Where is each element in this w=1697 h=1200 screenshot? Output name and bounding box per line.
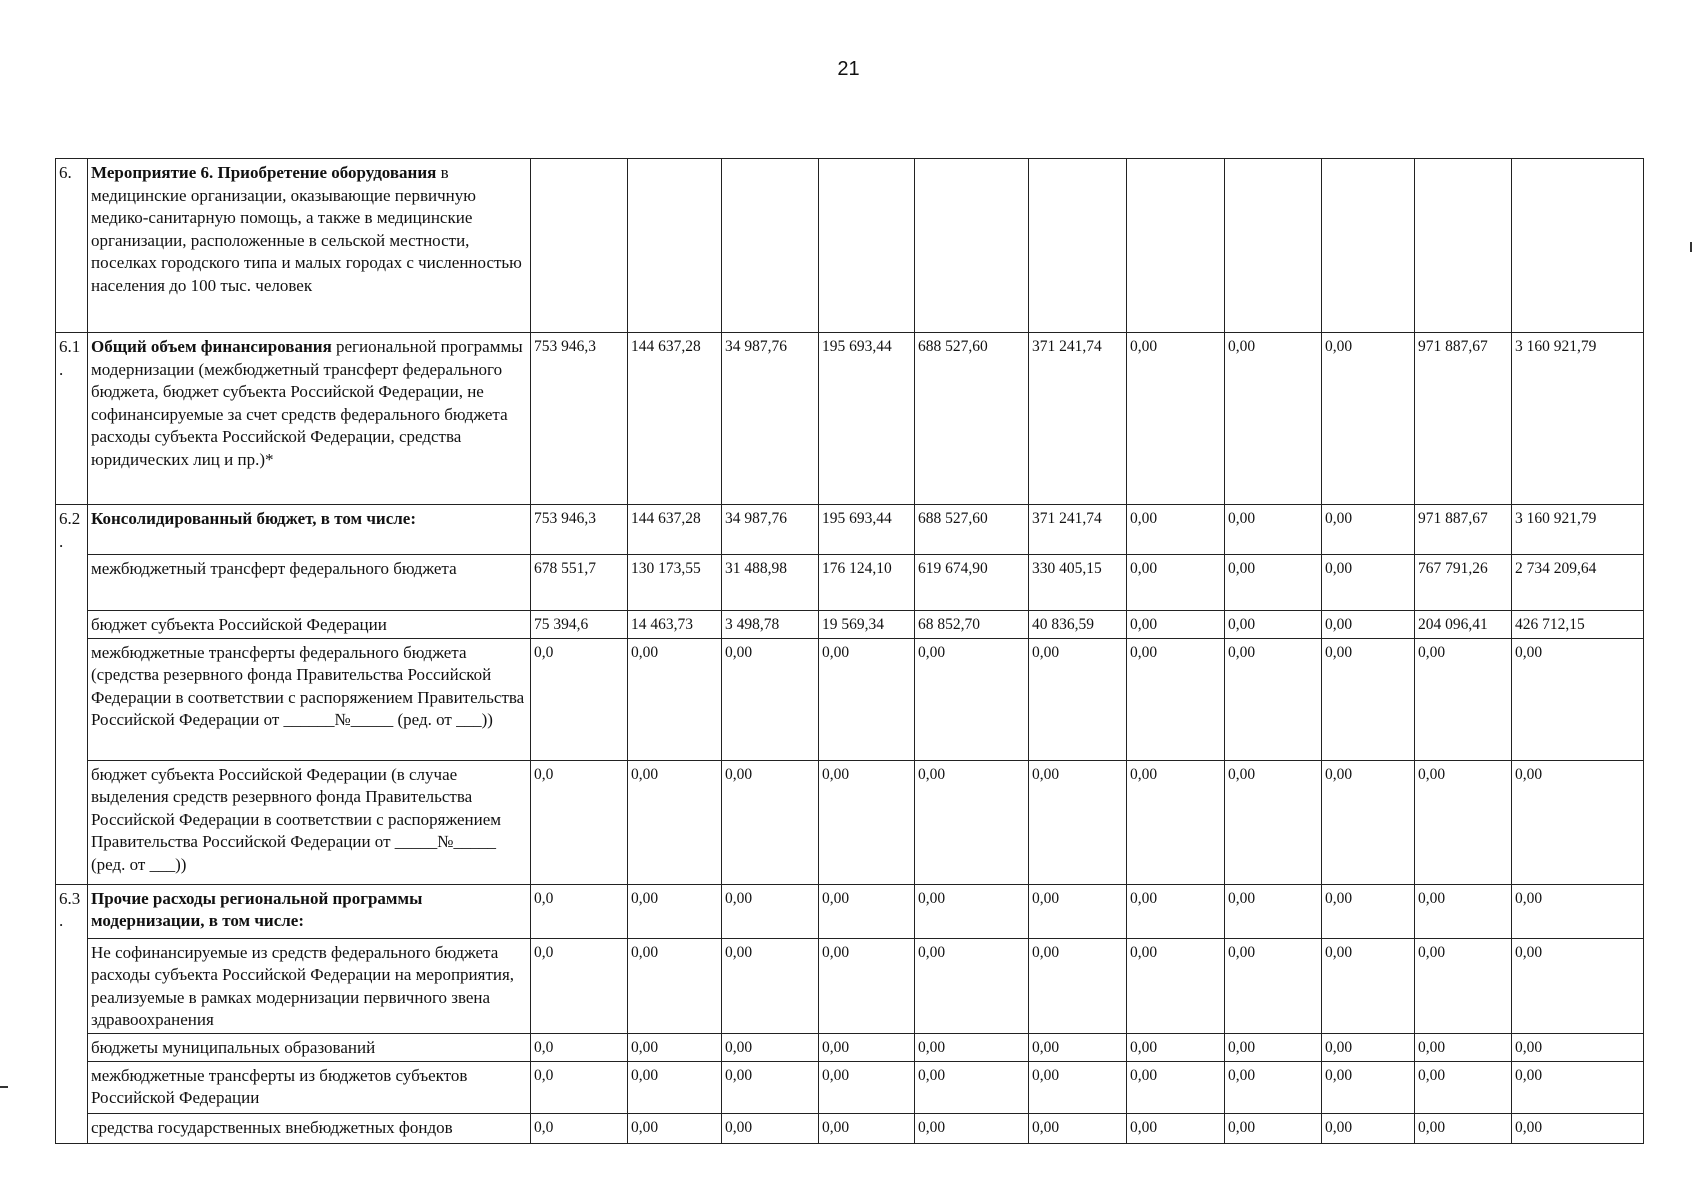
row-description [88,554,531,610]
value-cell: 0,00 [1415,884,1512,938]
value-cell: 753 946,3 [531,333,628,505]
value-cell: 0,00 [1127,505,1225,555]
row-number [56,610,88,638]
row-number: 6. [56,159,88,333]
row-number [56,1033,88,1061]
value-cell [1512,159,1644,333]
value-cell: 0,00 [915,1061,1029,1113]
value-cell: 0,00 [915,1113,1029,1143]
value-cell: 2 734 209,64 [1512,554,1644,610]
value-cell: 0,00 [628,1061,722,1113]
value-cell: 0,00 [722,638,819,760]
value-cell: 31 488,98 [722,554,819,610]
value-cell: 0,00 [1127,1033,1225,1061]
value-cell: 0,00 [722,884,819,938]
value-cell: 0,00 [819,638,915,760]
value-cell: 0,00 [1512,760,1644,884]
value-cell: 0,0 [531,638,628,760]
row-title-text: в медицинские организации, оказывающие первичную медико-санитарную помощь, а также в медицинские организации, расположенные в сельской местности, поселках городского типа и малых городах с численностью населения до 100 тыс. человек [91,163,522,295]
table-row [56,884,1644,938]
row-number [56,638,88,760]
value-cell: 0,0 [531,1061,628,1113]
value-cell: 0,00 [1029,884,1127,938]
value-cell: 753 946,3 [531,505,628,555]
value-cell: 0,00 [1512,1113,1644,1143]
row-number [56,760,88,884]
table-row [56,1113,1644,1143]
value-cell: 971 887,67 [1415,333,1512,505]
value-cell: 0,00 [1322,938,1415,1033]
value-cell: 0,00 [1322,554,1415,610]
row-number [56,554,88,610]
value-cell: 0,00 [1415,1113,1512,1143]
value-cell: 0,00 [1415,938,1512,1033]
value-cell: 0,00 [1029,638,1127,760]
value-cell: 0,00 [915,638,1029,760]
value-cell: 19 569,34 [819,610,915,638]
row-number [56,1113,88,1143]
value-cell: 144 637,28 [628,505,722,555]
row-title-bold: Мероприятие 6. Приобретение оборудования [91,163,437,182]
value-cell: 971 887,67 [1415,505,1512,555]
value-cell: 0,00 [1415,1061,1512,1113]
value-cell: 0,00 [1225,760,1322,884]
value-cell: 767 791,26 [1415,554,1512,610]
value-cell [1322,159,1415,333]
row-number [56,938,88,1033]
value-cell: 0,00 [915,1033,1029,1061]
value-cell: 0,0 [531,938,628,1033]
row-description [88,333,531,505]
value-cell [1225,159,1322,333]
value-cell: 0,00 [915,884,1029,938]
value-cell: 0,00 [1127,333,1225,505]
table-row [56,938,1644,1033]
value-cell: 195 693,44 [819,333,915,505]
value-cell: 0,00 [628,1113,722,1143]
value-cell: 0,00 [722,760,819,884]
row-title-text: межбюджетные трансферты федерального бюджета (средства резервного фонда Правительства Российской Федерации в соответствии с распоряжением Правительства Российской Федерации от ______№_____ (ред. от ___)) [91,642,525,729]
value-cell: 0,00 [1322,333,1415,505]
value-cell: 0,00 [1322,884,1415,938]
row-description [88,638,531,760]
value-cell: 678 551,7 [531,554,628,610]
value-cell: 0,00 [1225,1061,1322,1113]
value-cell: 0,00 [1512,938,1644,1033]
value-cell: 0,00 [1029,1113,1127,1143]
value-cell: 0,00 [1127,938,1225,1033]
table-row [56,159,1644,333]
value-cell: 3 498,78 [722,610,819,638]
value-cell: 0,00 [1322,610,1415,638]
value-cell: 0,00 [1029,1061,1127,1113]
value-cell: 0,00 [1225,1113,1322,1143]
value-cell: 0,00 [1225,1033,1322,1061]
value-cell: 0,00 [1225,884,1322,938]
value-cell: 0,00 [915,938,1029,1033]
value-cell: 0,00 [628,1033,722,1061]
row-number: 6.2. [56,505,88,555]
value-cell: 0,00 [1127,1113,1225,1143]
row-description [88,1061,531,1113]
value-cell: 144 637,28 [628,333,722,505]
value-cell: 0,00 [1415,1033,1512,1061]
value-cell: 0,00 [1029,1033,1127,1061]
value-cell: 0,0 [531,1033,628,1061]
value-cell: 0,00 [1029,938,1127,1033]
value-cell: 0,00 [1322,1061,1415,1113]
value-cell: 0,00 [1322,638,1415,760]
value-cell: 426 712,15 [1512,610,1644,638]
value-cell: 0,00 [1322,760,1415,884]
row-number: 6.3. [56,884,88,938]
value-cell [1415,159,1512,333]
value-cell: 34 987,76 [722,333,819,505]
value-cell: 0,00 [1127,760,1225,884]
value-cell: 0,00 [1225,554,1322,610]
value-cell: 3 160 921,79 [1512,333,1644,505]
value-cell: 0,00 [819,884,915,938]
table-row [56,333,1644,505]
table-row [56,610,1644,638]
table-row [56,1061,1644,1113]
value-cell: 0,00 [1322,505,1415,555]
page-number: 21 [837,58,860,80]
value-cell: 0,00 [1225,610,1322,638]
value-cell: 3 160 921,79 [1512,505,1644,555]
row-description [88,610,531,638]
value-cell: 0,00 [1127,638,1225,760]
scan-edge-mark-right [1690,242,1692,252]
value-cell: 0,0 [531,884,628,938]
table-row [56,638,1644,760]
value-cell: 0,00 [819,760,915,884]
row-description [88,884,531,938]
value-cell: 0,00 [628,938,722,1033]
value-cell: 0,00 [1127,1061,1225,1113]
value-cell [1127,159,1225,333]
row-description [88,760,531,884]
row-title-text: Не софинансируемые из средств федерального бюджета расходы субъекта Российской Федерации на мероприятия, реализуемые в рамках модернизации первичного звена здравоохранения [91,942,515,1029]
value-cell: 0,00 [628,760,722,884]
value-cell: 0,00 [1225,938,1322,1033]
value-cell: 688 527,60 [915,505,1029,555]
value-cell: 0,00 [1029,760,1127,884]
value-cell: 75 394,6 [531,610,628,638]
table-row [56,554,1644,610]
value-cell: 195 693,44 [819,505,915,555]
row-title-text: межбюджетный трансферт федерального бюджета [91,558,457,578]
value-cell [1029,159,1127,333]
value-cell: 0,00 [628,884,722,938]
value-cell [915,159,1029,333]
value-cell: 0,00 [1512,1033,1644,1061]
value-cell: 176 124,10 [819,554,915,610]
scan-edge-mark-left [0,1086,8,1088]
row-title-text: бюджеты муниципальных образований [91,1037,376,1057]
value-cell: 0,0 [531,1113,628,1143]
value-cell: 0,00 [1225,505,1322,555]
value-cell: 0,00 [1322,1033,1415,1061]
row-title-bold: Консолидированный бюджет, в том числе: [91,509,417,528]
value-cell: 0,00 [819,1033,915,1061]
value-cell: 14 463,73 [628,610,722,638]
value-cell: 371 241,74 [1029,505,1127,555]
value-cell: 68 852,70 [915,610,1029,638]
value-cell: 0,00 [722,1033,819,1061]
row-description [88,1033,531,1061]
value-cell: 0,00 [1512,884,1644,938]
value-cell: 0,00 [915,760,1029,884]
value-cell: 0,00 [819,1113,915,1143]
value-cell: 0,00 [1127,554,1225,610]
value-cell: 0,00 [1415,638,1512,760]
row-description [88,938,531,1033]
value-cell [531,159,628,333]
value-cell: 0,00 [1512,638,1644,760]
value-cell: 619 674,90 [915,554,1029,610]
value-cell: 0,0 [531,760,628,884]
row-number [56,1061,88,1113]
value-cell: 130 173,55 [628,554,722,610]
row-number: 6.1. [56,333,88,505]
value-cell: 0,00 [722,1061,819,1113]
value-cell [819,159,915,333]
value-cell: 371 241,74 [1029,333,1127,505]
row-description [88,159,531,333]
value-cell: 0,00 [1225,333,1322,505]
value-cell [628,159,722,333]
value-cell: 0,00 [1415,760,1512,884]
value-cell: 0,00 [1512,1061,1644,1113]
row-title-text: региональной программы модернизации (межбюджетный трансферт федерального бюджета, бюджет субъекта Российской Федерации, не софинансируемые за счет средств федерального бюджета расходы субъекта Российской Федерации, средства юридических лиц и пр.)* [91,337,523,469]
value-cell: 330 405,15 [1029,554,1127,610]
row-title-text: бюджет субъекта Российской Федерации (в случае выделения средств резервного фонда Правительства Российской Федерации в соответствии с распоряжением Правительства Российской Федерации от _____№_____ (ред. от ___)) [91,764,502,874]
value-cell: 0,00 [819,938,915,1033]
value-cell: 0,00 [1225,638,1322,760]
row-title-bold: Прочие расходы региональной программы модернизации, в том числе: [91,888,423,930]
value-cell: 34 987,76 [722,505,819,555]
table-row [56,1033,1644,1061]
value-cell: 688 527,60 [915,333,1029,505]
table-row [56,760,1644,884]
table-row [56,505,1644,555]
value-cell: 0,00 [722,1113,819,1143]
row-description [88,505,531,555]
row-title-bold: Общий объем финансирования [91,337,332,356]
table-body [56,159,1644,1144]
value-cell: 0,00 [1127,884,1225,938]
budget-table [55,158,1644,1144]
row-title-text: бюджет субъекта Российской Федерации [91,614,387,634]
value-cell: 0,00 [819,1061,915,1113]
value-cell [722,159,819,333]
row-description [88,1113,531,1143]
row-title-text: средства государственных внебюджетных фондов [91,1117,453,1137]
value-cell: 0,00 [722,938,819,1033]
row-title-text: межбюджетные трансферты из бюджетов субъектов Российской Федерации [91,1065,468,1107]
value-cell: 0,00 [1127,610,1225,638]
value-cell: 204 096,41 [1415,610,1512,638]
value-cell: 40 836,59 [1029,610,1127,638]
value-cell: 0,00 [628,638,722,760]
value-cell: 0,00 [1322,1113,1415,1143]
